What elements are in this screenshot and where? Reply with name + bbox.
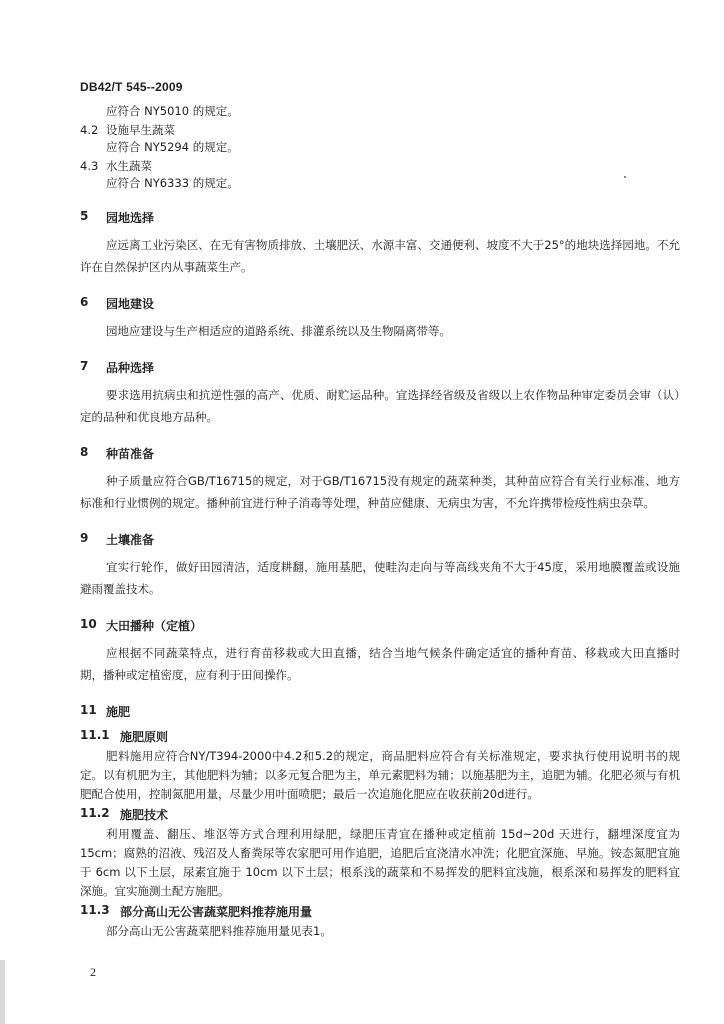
subsection-11-2-body: 利用覆盖、翻压、堆沤等方式合理利用绿肥，绿肥压青宜在播种或定植前 15d~20d 天进行，翻埋深度宜为 15cm；腐熟的沼液、残沼及人畜粪尿等农家肥可用作追肥，追肥后宜浇清水冲洗；化肥宜深施、早施。铵态氮肥宜施于 6cm 以下土层，尿素宜施于 10cm 以下土层；根系浅的蔬菜和不易挥发的肥料宜浅施，根系深和易挥发的肥料宜深施。宜实施测土配方施肥。 xyxy=(80,827,680,898)
subsection-number: 11.2 xyxy=(80,806,110,820)
subsection-11-1-heading xyxy=(80,728,680,745)
section-number: 5 xyxy=(80,209,89,223)
section-10-heading xyxy=(80,617,680,634)
section-9-heading xyxy=(80,531,680,548)
section-5-heading xyxy=(80,209,680,226)
section-title: 园地建设 xyxy=(106,297,155,311)
section-title: 土壤准备 xyxy=(106,533,155,547)
section-8-heading xyxy=(80,445,680,462)
section-number: 7 xyxy=(80,359,89,373)
section-9-body: 宜实行轮作，做好田园清洁，适度耕翻，施用基肥，使畦沟走向与等高线夹角不大于45度，采用地膜覆盖或设施避雨覆盖技术。 xyxy=(80,560,680,596)
subsection-11-3-body: 部分高山无公害蔬菜肥料推荐施用量见表1。 xyxy=(106,924,332,938)
subsection-title: 施肥技术 xyxy=(120,808,169,822)
subsection-number: 11.3 xyxy=(80,903,110,917)
section-6-body: 园地应建设与生产相适应的道路系统、排灌系统以及生物隔离带等。 xyxy=(106,324,451,338)
subsection-11-1-body: 肥料施用应符合NY/T394-2000中4.2和5.2的规定，商品肥料应符合有关标准规定，要求执行使用说明书的规定。以有机肥为主，其他肥料为辅；以多元复合肥为主，单元素肥料为辅；以施基肥为主，追肥为辅。化肥必须与有机肥配合使用，控制氮肥用量，尽量少用叶面喷肥；最后一次追施化肥应在收获前20d进行。 xyxy=(80,749,680,801)
section-number: 11 xyxy=(80,703,97,717)
subsection-11-3-heading xyxy=(80,903,680,920)
subsection-title: 设施早生蔬菜 xyxy=(106,123,175,137)
scan-edge-shadow xyxy=(0,960,5,1024)
scan-speck xyxy=(624,176,626,178)
intro-text: 应符合 NY5010 的规定。 xyxy=(106,104,239,118)
section-8-body: 种子质量应符合GB/T16715的规定，对于GB/T16715没有规定的蔬菜种类，其种苗应符合有关行业标准、地方标准和行业惯例的规定。播种前宜进行种子消毒等处理，种苗应健康、无病虫为害，不允许携带检疫性病虫杂草。 xyxy=(80,474,680,510)
subsection-number: 4.3 xyxy=(80,159,99,173)
document-code-header: DB42/T 545--2009 xyxy=(80,80,183,94)
subsection-4-2-body: 应符合 NY5294 的规定。 xyxy=(106,140,239,154)
section-title: 种苗准备 xyxy=(106,447,155,461)
section-7-heading xyxy=(80,359,680,376)
section-number: 10 xyxy=(80,617,97,631)
subsection-title: 水生蔬菜 xyxy=(106,159,152,173)
section-title: 施肥 xyxy=(106,705,131,719)
subsection-number: 11.1 xyxy=(80,728,110,742)
section-5-body: 应远离工业污染区、在无有害物质排放、土壤肥沃、水源丰富、交通便利、坡度不大于25°的地块选择园地。不允许在自然保护区内从事蔬菜生产。 xyxy=(80,238,680,274)
subsection-4-3-heading xyxy=(80,158,680,175)
section-title: 品种选择 xyxy=(106,361,155,375)
subsection-number: 4.2 xyxy=(80,123,99,137)
section-number: 9 xyxy=(80,531,89,545)
document-body xyxy=(80,103,680,941)
section-7-body: 要求选用抗病虫和抗逆性强的高产、优质、耐贮运品种。宜选择经省级及省级以上农作物品种审定委员会审（认）定的品种和优良地方品种。 xyxy=(80,388,680,424)
section-title: 园地选择 xyxy=(106,211,155,225)
section-10-body: 应根据不同蔬菜特点，进行育苗移栽或大田直播，结合当地气候条件确定适宜的播种育苗、移栽或大田直播时期，播种或定植密度，应有利于田间操作。 xyxy=(80,646,680,682)
section-6-heading xyxy=(80,295,680,312)
section-11-heading xyxy=(80,703,680,720)
section-number: 6 xyxy=(80,295,89,309)
subsection-4-3-body: 应符合 NY6333 的规定。 xyxy=(106,176,239,190)
subsection-4-2-heading xyxy=(80,122,680,139)
subsection-11-2-heading xyxy=(80,806,680,823)
section-number: 8 xyxy=(80,445,89,459)
section-title: 大田播种（定植） xyxy=(106,619,203,633)
page-number: 2 xyxy=(90,965,96,979)
subsection-title: 施肥原则 xyxy=(120,730,169,744)
subsection-title: 部分高山无公害蔬菜肥料推荐施用量 xyxy=(120,905,313,919)
